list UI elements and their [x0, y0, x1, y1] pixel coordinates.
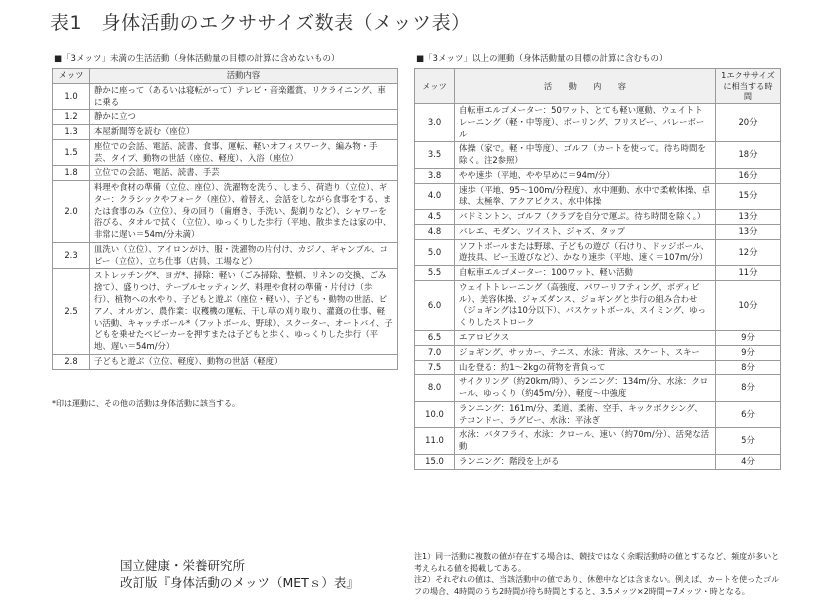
mets-value: 4.8 — [415, 224, 455, 239]
table-row — [415, 330, 781, 345]
exercise-time: 20分 — [716, 103, 781, 141]
activity-description: ストレッチング*、ヨガ*、掃除：軽い（ごみ掃除、整頓、リネンの交換、ごみ捨て）、盛りつけ、テーブルセッティング、料理や食材の準備・片付け（歩行）、植物への水やり、子どもと遊ぶ（座位・軽い）、子ども・動物の世話、ピアノ、オルガン、農作業：収穫機の運転、干し草の刈り取り、灌漑の仕事、軽い活動、キャッチボール*（フットボール、野球）、スクーター、オートバイ、子どもを乗せたベビーカーを押すまたは子どもと歩く、ゆっくりした歩行（平地、遅い＝54m/分） — [90, 269, 398, 354]
mets-value: 1.8 — [53, 166, 90, 181]
exercise-table — [414, 68, 781, 470]
mets-value: 15.0 — [415, 454, 455, 469]
right-section-heading: ■「3メッツ」以上の運動（身体活動量の目標の計算に含むもの） — [416, 54, 668, 64]
table-row — [53, 166, 398, 181]
mets-value: 10.0 — [415, 401, 455, 428]
activity-description: 山を登る：約1～2kgの荷物を背負って — [455, 360, 716, 375]
mets-value: 4.0 — [415, 183, 455, 210]
exercise-time: 12分 — [716, 239, 781, 266]
table-row — [415, 280, 781, 330]
activity-description: 自転車エルゴメーター：50ワット、とても軽い運動、ウェイトトレーニング（軽・中等度）、ボーリング、フリスビー、バレーボール — [455, 103, 716, 141]
activity-description: 水泳：バタフライ、水泳：クロール、速い（約70m/分）、活発な活動 — [455, 428, 716, 455]
activity-description: 静かに立つ — [90, 110, 398, 125]
table-row — [415, 168, 781, 183]
exercise-time: 13分 — [716, 210, 781, 225]
activity-description: ジョギング、サッカー、テニス、水泳：背泳、スケート、スキー — [455, 345, 716, 360]
mets-value: 5.0 — [415, 239, 455, 266]
mets-value: 1.2 — [53, 110, 90, 125]
activity-description: サイクリング（約20km/時）、ランニング：134m/分、水泳：クロール、ゆっくり（約45m/分）、軽度～中強度 — [455, 375, 716, 402]
exercise-time: 8分 — [716, 360, 781, 375]
low-intensity-activity-table — [52, 68, 398, 370]
mets-value: 3.8 — [415, 168, 455, 183]
table-row — [415, 210, 781, 225]
exercise-time: 15分 — [716, 183, 781, 210]
mets-value: 1.5 — [53, 139, 90, 166]
table-row — [415, 454, 781, 469]
left-section-heading: ■「3メッツ」未満の生活活動（身体活動量の目標の計算に含めないもの） — [54, 54, 340, 64]
left-footnote: *印は運動に、その他の活動は身体活動に該当する。 — [52, 399, 240, 408]
table-row — [53, 110, 398, 125]
mets-value: 6.0 — [415, 280, 455, 330]
activity-description: やや速歩（平地、やや早めに＝94m/分） — [455, 168, 716, 183]
mets-column-header: メッツ — [53, 69, 90, 84]
activity-description: 立位での会話、電話、読書、手芸 — [90, 166, 398, 181]
exercise-time: 8分 — [716, 375, 781, 402]
table-row — [415, 239, 781, 266]
activity-description: 皿洗い（立位）、アイロンがけ、服・洗濯物の片付け、カジノ、ギャンブル、コピー（立位）、立ち仕事（店員、工場など） — [90, 242, 398, 269]
table-row — [53, 269, 398, 354]
activity-description: ランニング：階段を上がる — [455, 454, 716, 469]
table-row — [415, 428, 781, 455]
activity-description: 自転車エルゴメーター：100ワット、軽い活動 — [455, 266, 716, 281]
mets-value: 7.5 — [415, 360, 455, 375]
exercise-time: 4分 — [716, 454, 781, 469]
activity-description: 体操（家で。軽・中等度）、ゴルフ（カートを使って。待ち時間を除く。注2参照） — [455, 142, 716, 169]
activity-description: 静かに座って（あるいは寝転がって）テレビ・音楽鑑賞、リクライニング、車に乗る — [90, 83, 398, 110]
exercise-time: 13分 — [716, 224, 781, 239]
mets-value: 7.0 — [415, 345, 455, 360]
table-row — [53, 242, 398, 269]
mets-value: 8.0 — [415, 375, 455, 402]
mets-value: 1.3 — [53, 125, 90, 140]
table-row — [415, 375, 781, 402]
exercise-time: 9分 — [716, 330, 781, 345]
exercise-time: 11分 — [716, 266, 781, 281]
activity-column-header: 活 動 内 容 — [455, 69, 716, 104]
exercise-time: 18分 — [716, 142, 781, 169]
table-row — [53, 139, 398, 166]
mets-value: 1.0 — [53, 83, 90, 110]
activity-description: 料理や食材の準備（立位、座位）、洗濯物を洗う、しまう、荷造り（立位）、ギター：クラシックやフォーク（座位）、着替え、会話をしながら食事をする、または食事のみ（立位）、身の回り（歯磨き、手洗い、髭剃りなど）、シャワーを浴びる、タオルで拭く（立位）、ゆっくりした歩行（平地、散歩または家の中、非常に遅い＝54m/分未満） — [90, 181, 398, 243]
activity-description: 本屋新聞等を読む（座位） — [90, 125, 398, 140]
activity-column-header: 活動内容 — [90, 69, 398, 84]
table-row — [53, 125, 398, 140]
mets-value: 11.0 — [415, 428, 455, 455]
mets-value: 2.3 — [53, 242, 90, 269]
activity-description: 子どもと遊ぶ（立位、軽度）、動物の世話（軽度） — [90, 354, 398, 369]
exercise-time: 10分 — [716, 280, 781, 330]
table-row — [415, 183, 781, 210]
exercise-time: 16分 — [716, 168, 781, 183]
activity-description: 速歩（平地、95～100m/分程度）、水中運動、水中で柔軟体操、卓球、太極拳、アクアビクス、水中体操 — [455, 183, 716, 210]
table-row — [415, 266, 781, 281]
footnote-1: 注1）同一活動に複数の値が存在する場合は、競技ではなく余暇活動時の値とするなど、頻度が多いと考えられる値を掲載してある。 — [414, 552, 780, 573]
right-footnotes — [414, 551, 786, 597]
table-row — [415, 345, 781, 360]
activity-description: ランニング：161m/分、柔道、柔術、空手、キックボクシング、テコンドー、ラグビー、水泳：平泳ぎ — [455, 401, 716, 428]
time-column-header: 1エクササイズに相当する時間 — [716, 69, 781, 104]
table-row — [415, 103, 781, 141]
activity-description: バドミントン、ゴルフ（クラブを自分で運ぶ。待ち時間を除く。） — [455, 210, 716, 225]
activity-description: エアロビクス — [455, 330, 716, 345]
table-row — [415, 224, 781, 239]
credit-line-2: 改訂版『身体活動のメッツ（METｓ）表』 — [120, 574, 359, 590]
activity-description: 座位での会話、電話、読書、食事、運転、軽いオフィスワーク、編み物・手芸、タイプ、動物の世話（座位、軽度）、入浴（座位） — [90, 139, 398, 166]
table-row — [53, 83, 398, 110]
page-title: 表1 身体活動のエクササイズ数表（メッツ表） — [50, 12, 471, 34]
source-credit — [120, 558, 359, 592]
exercise-time: 6分 — [716, 401, 781, 428]
mets-value: 6.5 — [415, 330, 455, 345]
activity-description: バレエ、モダン、ツイスト、ジャズ、タップ — [455, 224, 716, 239]
activity-description: ウェイトトレーニング（高強度、パワーリフティング、ボディビル）、美容体操、ジャズダンス、ジョギングと歩行の組み合わせ（ジョギングは10分以下）、バスケットボール、スイミング、ゆっくりしたストローク — [455, 280, 716, 330]
exercise-time: 5分 — [716, 428, 781, 455]
activity-description: ソフトボールまたは野球、子どもの遊び（石けり、ドッジボール、遊技具、ビー玉遊びなど）、かなり速歩（平地、速く＝107m/分） — [455, 239, 716, 266]
mets-value: 3.5 — [415, 142, 455, 169]
mets-column-header: メッツ — [415, 69, 455, 104]
table-row — [415, 401, 781, 428]
footnote-2: 注2）それぞれの値は、当該活動中の値であり、休憩中などは含まない。例えば、カートを使ったゴルフの場合、4時間のうち2時間が待ち時間とすると、3.5メッツ×2時間＝7メッツ・時となる。 — [414, 575, 780, 596]
table-row — [415, 142, 781, 169]
credit-line-1: 国立健康・栄養研究所 — [120, 558, 246, 573]
mets-value: 2.0 — [53, 181, 90, 243]
exercise-time: 9分 — [716, 345, 781, 360]
mets-value: 2.5 — [53, 269, 90, 354]
mets-value: 4.5 — [415, 210, 455, 225]
mets-value: 5.5 — [415, 266, 455, 281]
mets-value: 3.0 — [415, 103, 455, 141]
table-row — [53, 354, 398, 369]
mets-value: 2.8 — [53, 354, 90, 369]
table-row — [53, 181, 398, 243]
table-row — [415, 360, 781, 375]
